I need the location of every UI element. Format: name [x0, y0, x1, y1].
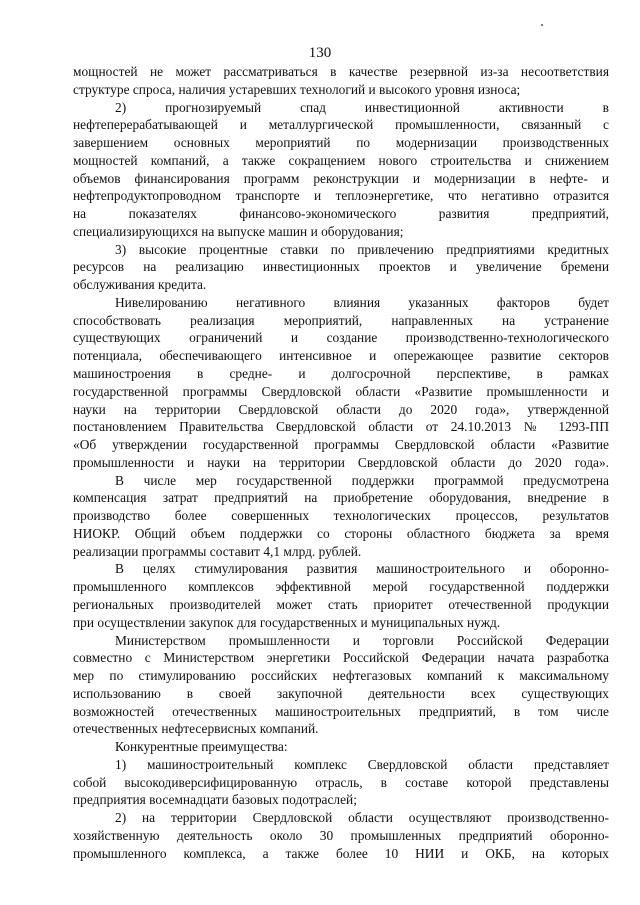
- text-line: Нивелированию негативного влияния указанных факторов будет: [115, 294, 609, 310]
- paragraph: [73, 756, 609, 809]
- text-line: 1) машиностроительный комплекс Свердловской области представляет: [115, 756, 609, 772]
- text-line: 2) прогнозируемый спад инвестиционной активности в: [115, 99, 609, 115]
- paragraph: [73, 63, 609, 99]
- text-line: при осуществлении закупок для государственных и муниципальных нужд.: [73, 614, 501, 630]
- text-line: науки на территории Свердловской области до 2020 года», утвержденной: [73, 401, 609, 417]
- text-line: мер по стимулированию российских нефтегазовых компаний к максимальному: [73, 668, 609, 684]
- text-line: реализации программы составит 4,1 млрд. рублей.: [73, 543, 362, 559]
- text-line: постановлением Правительства Свердловской области от 24.10.2013 № 1293-ПП: [73, 419, 609, 435]
- paragraph: [73, 738, 609, 756]
- text-line: мощностей компаний, а также сокращением нового строительства и снижением: [73, 152, 609, 168]
- scan-speck: [541, 24, 543, 26]
- text-line: 2) на территории Свердловской области осуществляют производственно-: [115, 810, 609, 826]
- text-line: промышленного комплекса, а также более 10 НИИ и ОКБ, на которых: [73, 845, 609, 861]
- text-line: использованию в своей закупочной деятельности всех существующих: [73, 685, 609, 701]
- text-line: Конкурентные преимущества:: [115, 739, 288, 755]
- text-line: возможностей отечественных машиностроительных предприятий, в том числе: [73, 703, 609, 719]
- text-line: промышленности и науки на территории Свердловской области до 2020 года».: [73, 454, 609, 470]
- paragraph: [73, 294, 609, 472]
- text-line: нефтепродуктопроводном транспорте и теплоэнергетике, что негативно отразится: [73, 188, 609, 204]
- text-line: завершением основных мероприятий по модернизации производственных: [73, 135, 609, 151]
- text-line: способствовать реализация мероприятий, направленных на устранение: [73, 312, 609, 328]
- paragraph: [73, 560, 609, 631]
- page-number: 130: [308, 45, 332, 61]
- text-line: на показателях финансово-экономического развития предприятий,: [73, 206, 609, 222]
- paragraph: [73, 99, 609, 241]
- text-line: совместно с Министерством энергетики Российской Федерации начата разработка: [73, 650, 609, 666]
- text-line: объемов финансирования программ реконструкции и модернизации в нефте- и: [73, 170, 609, 186]
- text-line: компенсация затрат предприятий на приобретение оборудования, внедрение в: [73, 490, 609, 506]
- text-line: промышленного комплексов эффективной мерой государственной поддержки: [73, 579, 609, 595]
- text-line: отечественных нефтесервисных компаний.: [73, 721, 319, 737]
- text-line: хозяйственную деятельность около 30 промышленных предприятий оборонно-: [73, 827, 609, 843]
- text-line: собой высокодиверсифицированную отрасль, в составе которой представлены: [73, 774, 609, 790]
- text-line: НИОКР. Общий объем поддержки со стороны областного бюджета за время: [73, 525, 609, 541]
- text-line: обслуживания кредита.: [73, 277, 207, 293]
- text-line: структуре спроса, наличия устаревших технологий и высокого уровня износа;: [73, 81, 521, 97]
- paragraph: [73, 809, 609, 862]
- paragraph: [73, 632, 609, 739]
- text-line: потенциала, обеспечивающего интенсивное и опережающее развитие секторов: [73, 348, 609, 364]
- text-line: существующих ограничений и создание производственно-технологического: [73, 330, 609, 346]
- text-line: региональных производителей может стать приоритет отечественной продукции: [73, 596, 609, 612]
- text-line: «Об утверждении государственной программы Свердловской области «Развитие: [73, 437, 609, 453]
- text-line: нефтеперерабатывающей и металлургической промышленности, связанный с: [73, 117, 609, 133]
- text-line: В числе мер государственной поддержки программой предусмотрена: [115, 472, 609, 488]
- text-line: мощностей не может рассматриваться в качестве резервной из-за несоответствия: [73, 64, 609, 79]
- document-body: [73, 63, 609, 862]
- paragraph: [73, 472, 609, 561]
- text-line: государственной программы Свердловской области «Развитие промышленности и: [73, 383, 609, 399]
- text-line: 3) высокие процентные ставки по привлечению предприятиями кредитных: [115, 241, 609, 257]
- text-line: предприятия восемнадцати базовых подотраслей;: [73, 792, 357, 808]
- text-line: производство более совершенных технологических процессов, результатов: [73, 508, 609, 524]
- text-line: ресурсов на реализацию инвестиционных проектов и увеличение бремени: [73, 259, 609, 275]
- text-line: Министерством промышленности и торговли Российской Федерации: [115, 632, 609, 648]
- paragraph: [73, 241, 609, 294]
- text-line: специализирующихся на выпуске машин и оборудования;: [73, 223, 404, 239]
- text-line: В целях стимулирования развития машиностроительного и оборонно-: [115, 561, 609, 577]
- text-line: машиностроения в средне- и долгосрочной перспективе, в рамках: [73, 366, 609, 382]
